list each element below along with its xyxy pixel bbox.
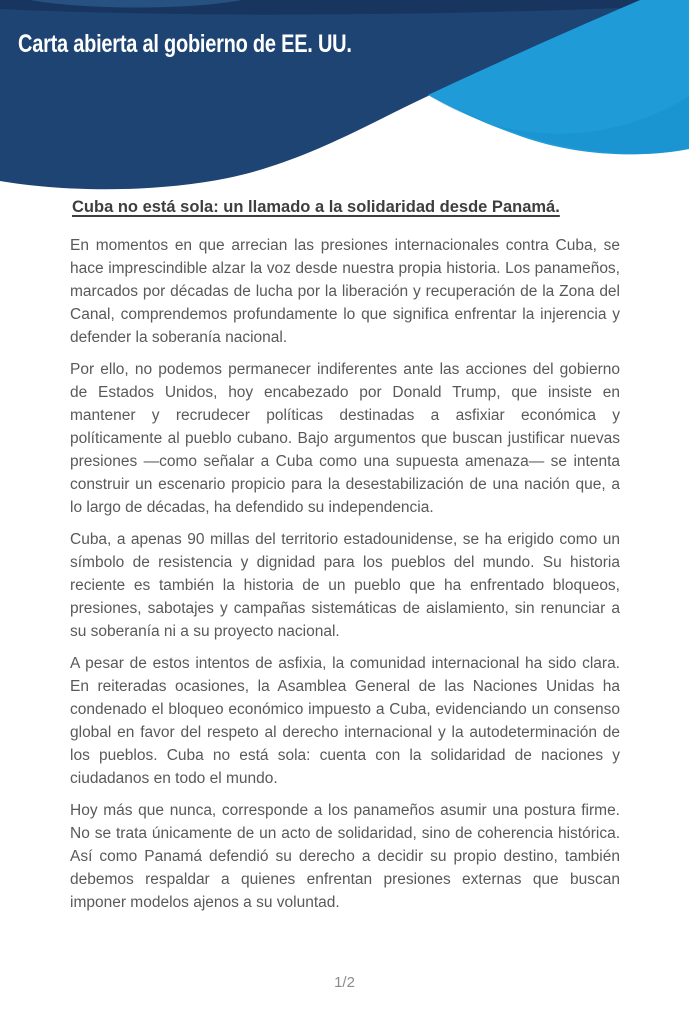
header-banner [0,0,689,200]
paragraph-5: Hoy más que nunca, corresponde a los panameños asumir una postura firme. No se trata únicamente de un acto de solidaridad, sino de coherencia histórica. Así como Panamá defendió su derecho a decidir su propio destino, también debemos respaldar a quienes enfrentan presiones externas que buscan imponer modelos ajenos a su voluntad. [70,802,620,911]
paragraph-1: En momentos en que arrecian las presiones internacionales contra Cuba, se hace imprescindible alzar la voz desde nuestra propia historia. Los panameños, marcados por décadas de lucha por la liberación y recuperación de la Zona del Canal, comprendemos profundamente lo que significa enfrentar la injerencia y defender la soberanía nacional. [70,237,620,346]
paragraph-3: Cuba, a apenas 90 millas del territorio estadounidense, se ha erigido como un símbolo de resistencia y dignidad para los pueblos del mundo. Su historia reciente es también la historia de un pueblo que ha enfrentado bloqueos, presiones, sabotajes y campañas sistemáticas de aislamiento, sin renunciar a su soberanía ni a su proyecto nacional. [70,531,620,640]
letter-body [70,196,620,923]
paragraph-4: A pesar de estos intentos de asfixia, la comunidad internacional ha sido clara. En reiteradas ocasiones, la Asamblea General de las Naciones Unidas ha condenado el bloqueo económico impuesto a Cuba, evidenciando un consenso global en favor del respeto al derecho internacional y la autodeterminación de los pueblos. Cuba no está sola: cuenta con la solidaridad de naciones y ciudadanos en todo el mundo. [70,655,620,787]
paragraph-2: Por ello, no podemos permanecer indiferentes ante las acciones del gobierno de Estados Unidos, hoy encabezado por Donald Trump, que insiste en mantener y recrudecer políticas destinadas a asfixiar económica y políticamente al pueblo cubano. Bajo argumentos que buscan justificar nuevas presiones —como señalar a Cuba como una supuesta amenaza— se intenta construir un escenario propicio para la desestabilización de una nación que, a lo largo de décadas, ha defendido su independencia. [70,361,620,516]
banner-title: Carta abierta al gobierno de EE. UU. [18,30,352,58]
page-number: 1/2 [334,974,355,991]
document-title: Cuba no está sola: un llamado a la solidaridad desde Panamá. [72,198,560,216]
